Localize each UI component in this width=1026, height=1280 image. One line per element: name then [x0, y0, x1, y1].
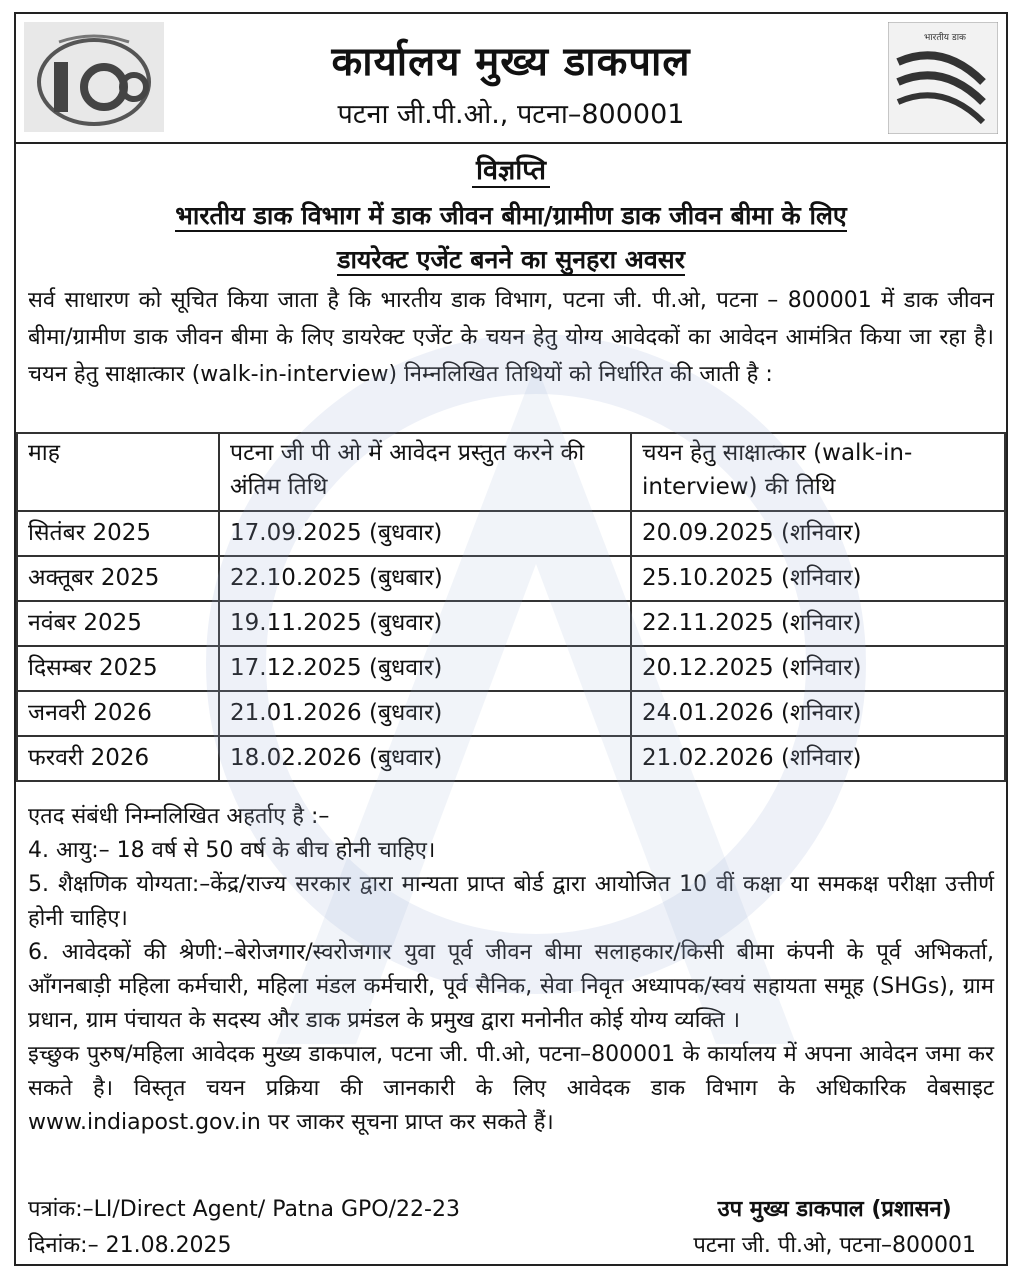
closing-paragraph: इच्छुक पुरुष/महिला आवेदक मुख्य डाकपाल, पटना जी. पी.ओ, पटना–800001 के कार्यालय में अपना आवेदन जमा कर सकते है। विस्तृत चयन प्रक्रिया की जानकारी के लिए आवेदक डाक विभाग के अधिकारिक वेबसाइट www.indiapost.gov.in पर जाकर सूचना प्राप्त कर सकते हैं।	[28, 1042, 994, 1135]
signatory-designation: उप मुख्य डाकपाल (प्रशासन)	[717, 1197, 952, 1222]
last-date-cell: 21.01.2026 (बुधवार)	[219, 691, 631, 736]
table-row	[17, 736, 1005, 781]
month-cell: सितंबर 2025	[17, 511, 219, 556]
schedule-header-row	[17, 433, 1005, 511]
interview-date-cell: 22.11.2025 (शनिवार)	[631, 601, 1005, 646]
interview-date-cell: 20.12.2025 (शनिवार)	[631, 646, 1005, 691]
month-cell: जनवरी 2026	[17, 691, 219, 736]
table-row	[17, 601, 1005, 646]
month-cell: अक्तूबर 2025	[17, 556, 219, 601]
notice-frame	[14, 12, 1008, 1266]
eligibility-category: 6. आवेदकों की श्रेणी:–बेरोजगार/स्वरोजगार युवा पूर्व जीवन बीमा सलाहकार/किसी बीमा कंपनी के पूर्व अभिकर्ता, आँगनबाड़ी महिला कर्मचारी, महिला मंडल कर्मचारी, पूर्व सैनिक, सेवा निवृत अध्यापक/स्वयं सहायता समूह (SHGs), ग्राम प्रधान, ग्राम पंचायत के सदस्य और डाक प्रमंडल के प्रमुख द्वारा मनोनीत कोई योग्य व्यक्ति ।	[28, 940, 994, 1033]
table-row	[17, 646, 1005, 691]
signatory-office: पटना जी. पी.ओ, पटना–800001	[693, 1233, 976, 1258]
last-date-cell: 17.09.2025 (बुधवार)	[219, 511, 631, 556]
table-row	[17, 511, 1005, 556]
eligibility-education: 5. शैक्षणिक योग्यता:–केंद्र/राज्य सरकार द्वारा मान्यता प्राप्त बोर्ड द्वारा आयोजित 10 वीं कक्षा या समकक्ष परीक्षा उत्तीर्ण होनी चाहिए।	[28, 872, 994, 931]
subject-line-2: डायरेक्ट एजेंट बनने का सुनहरा अवसर	[337, 245, 685, 274]
month-cell: दिसम्बर 2025	[17, 646, 219, 691]
last-date-cell: 22.10.2025 (बुधबार)	[219, 556, 631, 601]
schedule-table	[16, 432, 1006, 782]
header-month: माह	[17, 433, 219, 511]
notice-heading	[16, 150, 1006, 187]
office-title: कार्यालय मुख्य डाकपाल	[331, 39, 691, 85]
eligibility-intro: एतद संबंधी निम्नलिखित अहर्ताए है :–	[28, 804, 330, 829]
footer-reference	[28, 1192, 460, 1264]
header-interview-date: चयन हेतु साक्षात्कार (walk-in-interview) की तिथि	[631, 433, 1005, 511]
eligibility-age: 4. आयु:– 18 वर्ष से 50 वर्ष के बीच होनी चाहिए।	[28, 838, 436, 863]
month-cell: नवंबर 2025	[17, 601, 219, 646]
issue-date: दिनांक:– 21.08.2025	[28, 1233, 232, 1258]
subject-line-1: भारतीय डाक विभाग में डाक जीवन बीमा/ग्रामीण डाक जीवन बीमा के लिए	[175, 201, 847, 230]
notice-heading-text: विज्ञप्ति	[472, 155, 550, 188]
last-date-cell: 19.11.2025 (बुधवार)	[219, 601, 631, 646]
india-post-logo-icon	[888, 22, 998, 134]
interview-date-cell: 20.09.2025 (शनिवार)	[631, 511, 1005, 556]
office-address: पटना जी.पी.ओ., पटना–800001	[337, 99, 685, 130]
table-row	[17, 691, 1005, 736]
interview-date-cell: 25.10.2025 (शनिवार)	[631, 556, 1005, 601]
india-post-caption: भारतीय डाक	[924, 33, 966, 43]
eligibility-section	[28, 800, 994, 1140]
table-row	[17, 556, 1005, 601]
notice-subject	[26, 194, 996, 282]
footer-signatory	[693, 1192, 976, 1264]
header-last-date: पटना जी पी ओ में आवेदन प्रस्तुत करने की अंतिम तिथि	[219, 433, 631, 511]
interview-date-cell: 24.01.2026 (शनिवार)	[631, 691, 1005, 736]
intro-paragraph: सर्व साधारण को सूचित किया जाता है कि भारतीय डाक विभाग, पटना जी. पी.ओ, पटना – 800001 में डाक जीवन बीमा/ग्रामीण डाक जीवन बीमा के लिए डायरेक्ट एजेंट के चयन हेतु योग्य आवेदकों का आवेदन आमंत्रित किया जा रहा है। चयन हेतु साक्षात्कार (walk-in-interview) निम्नलिखित तिथियों को निर्धारित की जाती है :	[28, 288, 994, 387]
interview-date-cell: 21.02.2026 (शनिवार)	[631, 736, 1005, 781]
reference-number: पत्रांक:–LI/Direct Agent/ Patna GPO/22-23	[28, 1197, 460, 1222]
month-cell: फरवरी 2026	[17, 736, 219, 781]
header	[16, 14, 1006, 144]
last-date-cell: 18.02.2026 (बुधवार)	[219, 736, 631, 781]
last-date-cell: 17.12.2025 (बुधवार)	[219, 646, 631, 691]
